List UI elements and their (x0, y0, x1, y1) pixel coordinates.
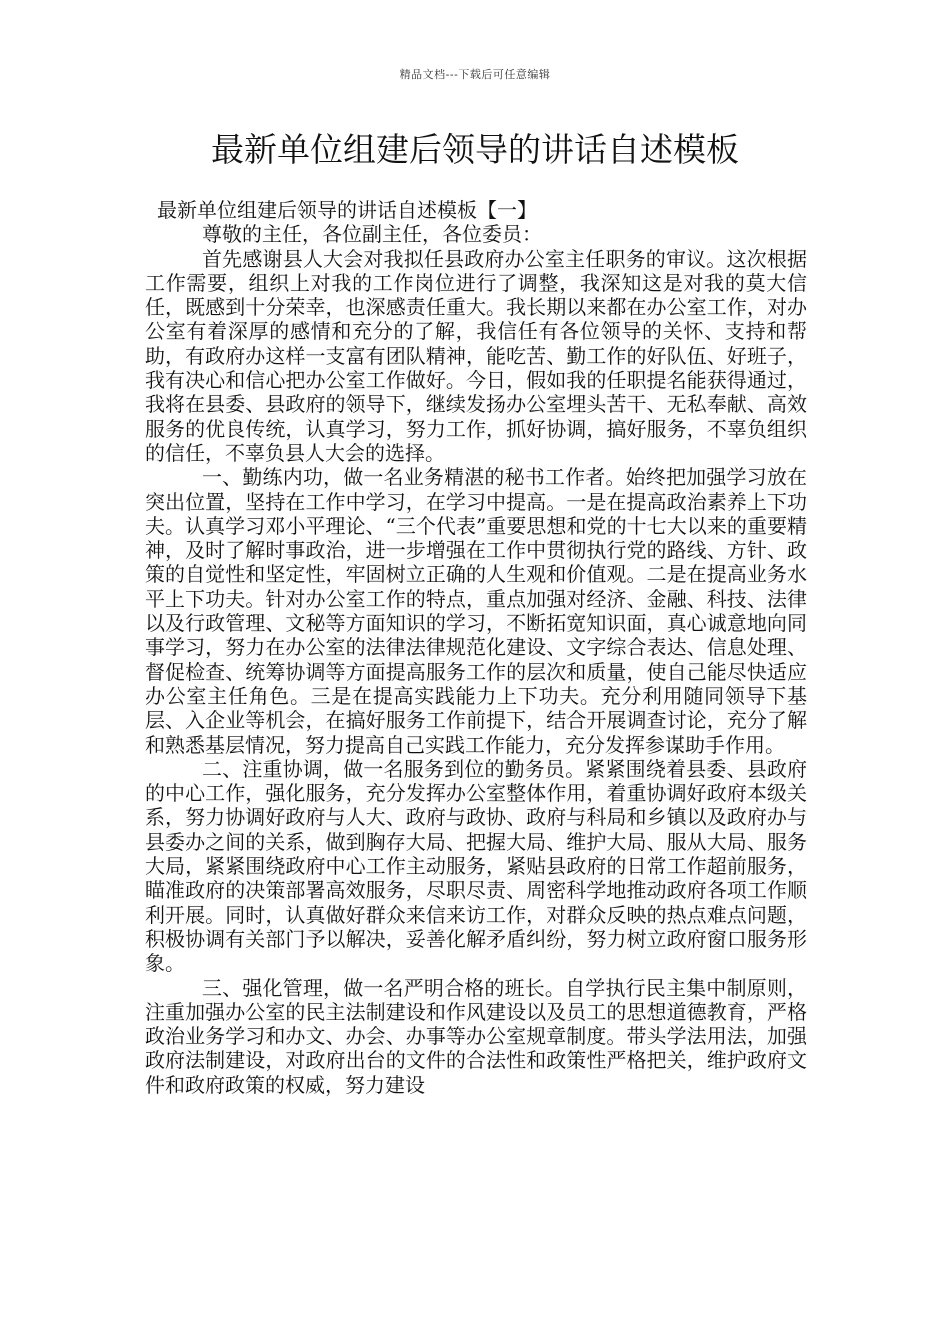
paragraph-point-one: 一、勤练内功，做一名业务精湛的秘书工作者。始终把加强学习放在突出位置，坚持在工作中学习，在学习中提高。一是在提高政治素养上下功夫。认真学习邓小平理论、“三个代表”重要思想和党的十七大以来的重要精神，及时了解时事政治，进一步增强在工作中贯彻执行党的路线、方针、政策的自觉性和坚定性，牢固树立正确的人生观和价值观。二是在提高业务水平上下功夫。针对办公室工作的特点，重点加强对经济、金融、科技、法律以及行政管理、文秘等方面知识的学习，不断拓宽知识面，真心诚意地向同事学习，努力在办公室的法律法律规范化建设、文字综合表达、信息处理、督促检查、统筹协调等方面提高服务工作的层次和质量，使自己能尽快适应办公室主任角色。三是在提高实践能力上下功夫。充分利用随同领导下基层、入企业等机会，在搞好服务工作前提下，结合开展调查讨论，充分了解和熟悉基层情况，努力提高自己实践工作能力，充分发挥参谋助手作用。 (145, 465, 807, 757)
paragraph-point-three: 三、强化管理，做一名严明合格的班长。自学执行民主集中制原则，注重加强办公室的民主法制建设和作风建设以及员工的思想道德教育，严格政治业务学习和办文、办会、办事等办公室规章制度。带头学法用法，加强政府法制建设，对政府出台的文件的合法性和政策性严格把关，维护政府文件和政府政策的权威，努力建设 (145, 975, 807, 1097)
paragraph-point-two: 二、注重协调，做一名服务到位的勤务员。紧紧围绕着县委、县政府的中心工作，强化服务，充分发挥办公室整体作用，着重协调好政府本级关系，努力协调好政府与人大、政府与政协、政府与科局和乡镇以及政府办与县委办之间的关系，做到胸存大局、把握大局、维护大局、服从大局、服务大局，紧紧围绕政府中心工作主动服务，紧贴县政府的日常工作超前服务，瞄准政府的决策部署高效服务，尽职尽责、周密科学地推动政府各项工作顺利开展。同时，认真做好群众来信来访工作，对群众反映的热点难点问题，积极协调有关部门予以解决，妥善化解矛盾纠纷，努力树立政府窗口服务形象。 (145, 756, 807, 976)
header-note: 精品文档---下载后可任意编辑 (399, 68, 551, 81)
section-heading: 最新单位组建后领导的讲话自述模板【一】 (157, 198, 537, 222)
salutation: 尊敬的主任，各位副主任，各位委员： (202, 222, 542, 247)
document-title: 最新单位组建后领导的讲话自述模板 (211, 130, 739, 169)
document-body (145, 198, 807, 1097)
paragraph-intro: 首先感谢县人大会对我拟任县政府办公室主任职务的审议。这次根据工作需要，组织上对我的工作岗位进行了调整，我深知这是对我的莫大信任，既感到十分荣幸，也深感责任重大。我长期以来都在办公室工作，对办公室有着深厚的感情和充分的了解，我信任有各位领导的关怀、支持和帮助，有政府办这样一支富有团队精神，能吃苦、勤工作的好队伍、好班子，我有决心和信心把办公室工作做好。今日，假如我的任职提名能获得通过，我将在县委、县政府的领导下，继续发扬办公室埋头苦干、无私奉献、高效服务的优良传统，认真学习，努力工作，抓好协调，搞好服务，不辜负组织的信任，不辜负县人大会的选择。 (145, 246, 807, 465)
